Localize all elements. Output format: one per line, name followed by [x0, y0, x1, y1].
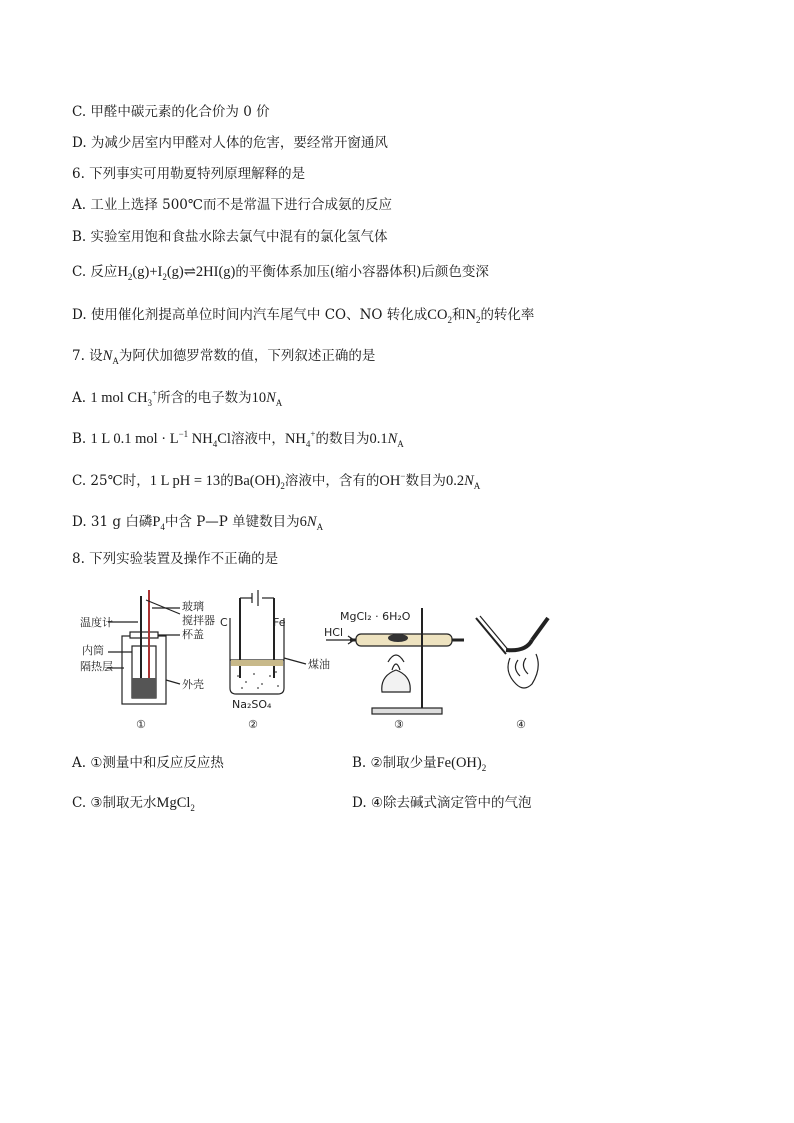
shell-label: 外壳 — [182, 678, 204, 691]
q8-option-c — [72, 794, 195, 812]
figure-label-1: ① — [136, 718, 146, 731]
q8-option-b-prefix: B. ②制取少量 — [352, 755, 437, 771]
kerosene-layer — [231, 660, 283, 666]
iron-stand-base — [372, 708, 442, 714]
q6-option-c-prefix: C. 反应 — [72, 264, 118, 280]
lamp-flame — [392, 664, 400, 670]
q7-option-c-mid2: 溶液中，含有的 — [284, 473, 380, 489]
q7-option-b-mid2: 的数目为 — [315, 431, 370, 447]
hcl-label: HCl — [324, 626, 344, 639]
alcohol-lamp — [382, 670, 410, 692]
dehydration-diagram — [326, 608, 464, 714]
q7-option-c-prefix: C. 25℃时， — [72, 473, 150, 489]
value-0-2na: $0.2N_A$ — [445, 473, 481, 491]
q7-option-c — [72, 472, 480, 490]
q8-stem: 8. 下列实验装置及操作不正确的是 — [72, 551, 279, 567]
q7-option-a-prefix: A. — [72, 390, 87, 406]
thermometer-label: 温度计 — [80, 616, 113, 629]
electrolysis-beaker — [230, 618, 284, 694]
equation-h2-i2-hi: $H_2(g)+I_2(g)\rightleftharpoons 2HI(g)$ — [117, 264, 236, 282]
rubber-tube — [506, 640, 532, 650]
figure-label-4: ④ — [516, 718, 526, 731]
q7-stem — [72, 347, 375, 365]
q6-option-d — [72, 306, 534, 324]
calorimeter-solution — [132, 678, 156, 698]
q7-option-a — [72, 389, 282, 407]
q7-option-d — [72, 513, 323, 531]
burette-tip — [476, 618, 506, 654]
q6-option-b: B. 实验室用饱和食盐水除去氯气中混有的氯化氢气体 — [72, 229, 388, 245]
value-10na: $10N_A$ — [251, 390, 283, 408]
q7-option-b-mid: 溶液中， — [230, 431, 285, 447]
value-0-1na: $0.1N_A$ — [369, 431, 404, 449]
calorimeter-lid — [130, 632, 158, 638]
q7-option-c-mid3: 数目为 — [405, 473, 446, 489]
q7-stem-suffix: 为阿伏加德罗常数的值，下列叙述正确的是 — [118, 348, 376, 364]
formula-baoh2: $Ba(OH)_2$ — [233, 473, 285, 491]
q7-option-c-mid: 的 — [220, 473, 234, 489]
q6-option-d-prefix: D. 使用催化剂提高单位时间内汽车尾气中 CO、NO 转化成 — [72, 307, 428, 323]
inner-label: 内筒 — [82, 644, 104, 657]
symbol-na: $N_A$ — [102, 348, 119, 366]
glass-label: 玻璃 — [182, 600, 204, 613]
q6-stem: 6. 下列事实可用勒夏特列原理解释的是 — [72, 166, 306, 182]
q8-option-b — [352, 754, 486, 772]
electrode-c-label: C — [220, 616, 228, 629]
q7-option-d-mid: 中含 P—P 单键数目为 — [164, 514, 300, 530]
q5-option-d: D. 为减少居室内甲醛对人体的危害，要经常开窗通风 — [72, 135, 388, 151]
insulation-label: 隔热层 — [80, 660, 113, 673]
q6-option-c-suffix: 的平衡体系加压(缩小容器体积)后颜色变深 — [235, 264, 489, 280]
formula-p4: $P_4$ — [152, 514, 165, 532]
mgcl2-label: MgCl₂ · 6H₂O — [340, 610, 411, 623]
q7-option-a-mid: 所含的电子数为 — [157, 390, 252, 406]
electrolysis-diagram — [230, 590, 306, 694]
q6-option-a: A. 工业上选择 500℃而不是常温下进行合成氨的反应 — [72, 197, 392, 213]
formula-ch3-plus: 1 mol $CH_3^+$ — [90, 388, 158, 408]
hand-outline — [508, 654, 538, 688]
formula-oh-minus: OH− — [379, 471, 406, 489]
q5-option-c: C. 甲醛中碳元素的化合价为 0 价 — [72, 104, 270, 120]
q8-option-a: A. ①测量中和反应反应热 — [72, 755, 224, 771]
mgcl2-sample — [388, 634, 408, 642]
formula-nh4cl-solution: 1 L 0.1 mol · $L^{-1}$ $NH_4Cl$ — [90, 429, 231, 449]
formula-ph13: 1 L pH = 13 — [149, 473, 221, 489]
formula-mgcl2: MgCl$_2$ — [156, 795, 195, 813]
stirrer-label: 搅拌器 — [182, 614, 215, 627]
q8-option-c-prefix: C. ③制取无水 — [72, 795, 157, 811]
q6-option-d-and: 和 — [451, 307, 466, 323]
figure-label-2: ② — [248, 718, 258, 731]
q7-option-b — [72, 430, 404, 448]
q7-option-d-prefix: D. 31 g 白磷 — [72, 514, 153, 530]
experiment-apparatus-figure — [80, 588, 550, 733]
q7-option-b-prefix: B. — [72, 431, 87, 447]
q6-option-d-suffix: 的转化率 — [480, 307, 535, 323]
figure-label-3: ③ — [394, 718, 404, 731]
q8-option-d: D. ④除去碱式滴定管中的气泡 — [352, 795, 532, 811]
formula-co2: $CO_2$ — [427, 307, 452, 325]
burette-diagram — [476, 616, 548, 688]
formula-feoh2: $Fe(OH)_2$ — [436, 755, 487, 773]
na2so4-label: Na₂SO₄ — [232, 698, 272, 711]
electrode-fe-label: Fe — [273, 616, 286, 629]
formula-n2: $N_2$ — [465, 307, 481, 325]
formula-nh4-plus: $NH_4^+$ — [284, 429, 316, 449]
solution-dots — [237, 671, 279, 689]
q6-option-c — [72, 263, 489, 281]
lid-label: 杯盖 — [182, 628, 204, 641]
value-6na: $6N_A$ — [299, 514, 324, 532]
kerosene-label: 煤油 — [308, 658, 330, 671]
q7-stem-prefix: 7. 设 — [72, 348, 103, 364]
